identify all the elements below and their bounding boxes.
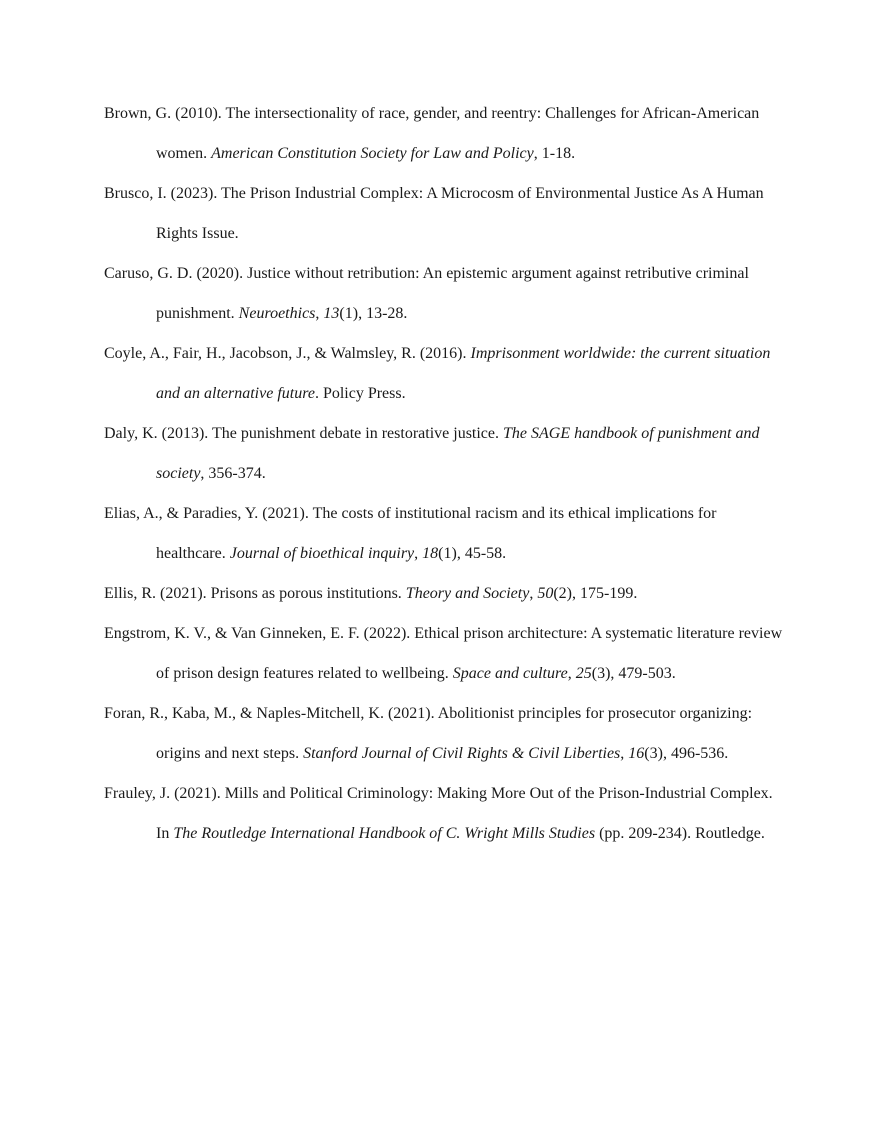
reference-text: (1), 45-58. bbox=[438, 545, 507, 562]
reference-text: Foran, R., Kaba, M., & Naples-Mitchell, K. (2021). Abolitionist principles for prosecutor organizing: origins and next steps. bbox=[104, 705, 753, 762]
reference-text: , bbox=[529, 585, 538, 602]
reference-italic-text: 16 bbox=[628, 745, 645, 762]
reference-text: . Policy Press. bbox=[314, 385, 406, 402]
reference-text: , bbox=[315, 305, 324, 322]
reference-italic-text: Imprisonment worldwide: the current situation and an alternative future bbox=[156, 345, 771, 402]
reference-italic-text: American Constitution Society for Law and Policy bbox=[211, 145, 534, 162]
reference-italic-text: 25 bbox=[575, 665, 592, 682]
reference-text: (3), 496-536. bbox=[644, 745, 729, 762]
reference-entry bbox=[104, 574, 784, 614]
reference-text: Caruso, G. D. (2020). Justice without retribution: An epistemic argument against retributive criminal punishment. bbox=[104, 265, 749, 322]
reference-text: (2), 175-199. bbox=[553, 585, 638, 602]
reference-list bbox=[104, 94, 784, 854]
reference-text: , bbox=[567, 665, 576, 682]
reference-italic-text: 18 bbox=[422, 545, 439, 562]
reference-italic-text: Theory and Society bbox=[405, 585, 530, 602]
reference-text: , bbox=[620, 745, 629, 762]
reference-italic-text: 50 bbox=[537, 585, 554, 602]
reference-text: Frauley, J. (2021). Mills and Political Criminology: Making More Out of the Prison-Industrial Complex. In bbox=[104, 785, 773, 842]
reference-text: Ellis, R. (2021). Prisons as porous institutions. bbox=[104, 585, 406, 602]
reference-text: Engstrom, K. V., & Van Ginneken, E. F. (2022). Ethical prison architecture: A systematic literature review of prison design features related to wellbeing. bbox=[104, 625, 783, 682]
reference-entry bbox=[104, 94, 784, 174]
reference-entry bbox=[104, 494, 784, 574]
reference-italic-text: 13 bbox=[323, 305, 340, 322]
reference-entry bbox=[104, 774, 784, 854]
reference-text: Brusco, I. (2023). The Prison Industrial Complex: A Microcosm of Environmental Justice As A Human Rights Issue. bbox=[104, 185, 764, 242]
reference-text: (pp. 209-234). Routledge. bbox=[595, 825, 765, 842]
reference-italic-text: Journal of bioethical inquiry bbox=[229, 545, 415, 562]
reference-text: Brown, G. (2010). The intersectionality of race, gender, and reentry: Challenges for African-American women. bbox=[104, 105, 760, 162]
reference-entry bbox=[104, 254, 784, 334]
reference-text: Coyle, A., Fair, H., Jacobson, J., & Walmsley, R. (2016). bbox=[104, 345, 471, 362]
reference-text: (1), 13-28. bbox=[339, 305, 408, 322]
reference-text: (3), 479-503. bbox=[591, 665, 676, 682]
reference-text: Elias, A., & Paradies, Y. (2021). The costs of institutional racism and its ethical implications for healthcare. bbox=[104, 505, 717, 562]
reference-italic-text: Space and culture bbox=[452, 665, 568, 682]
reference-text: , 356-374. bbox=[200, 465, 266, 482]
reference-italic-text: Stanford Journal of Civil Rights & Civil Liberties bbox=[303, 745, 621, 762]
reference-text: , bbox=[414, 545, 423, 562]
reference-entry bbox=[104, 334, 784, 414]
reference-italic-text: The SAGE handbook of punishment and society bbox=[156, 425, 760, 482]
reference-entry bbox=[104, 414, 784, 494]
reference-italic-text: The Routledge International Handbook of C. Wright Mills Studies bbox=[173, 825, 596, 842]
reference-text: , 1-18. bbox=[533, 145, 576, 162]
reference-entry bbox=[104, 614, 784, 694]
reference-italic-text: Neuroethics bbox=[238, 305, 316, 322]
reference-entry bbox=[104, 694, 784, 774]
reference-entry bbox=[104, 174, 784, 254]
reference-text: Daly, K. (2013). The punishment debate in restorative justice. bbox=[104, 425, 504, 442]
